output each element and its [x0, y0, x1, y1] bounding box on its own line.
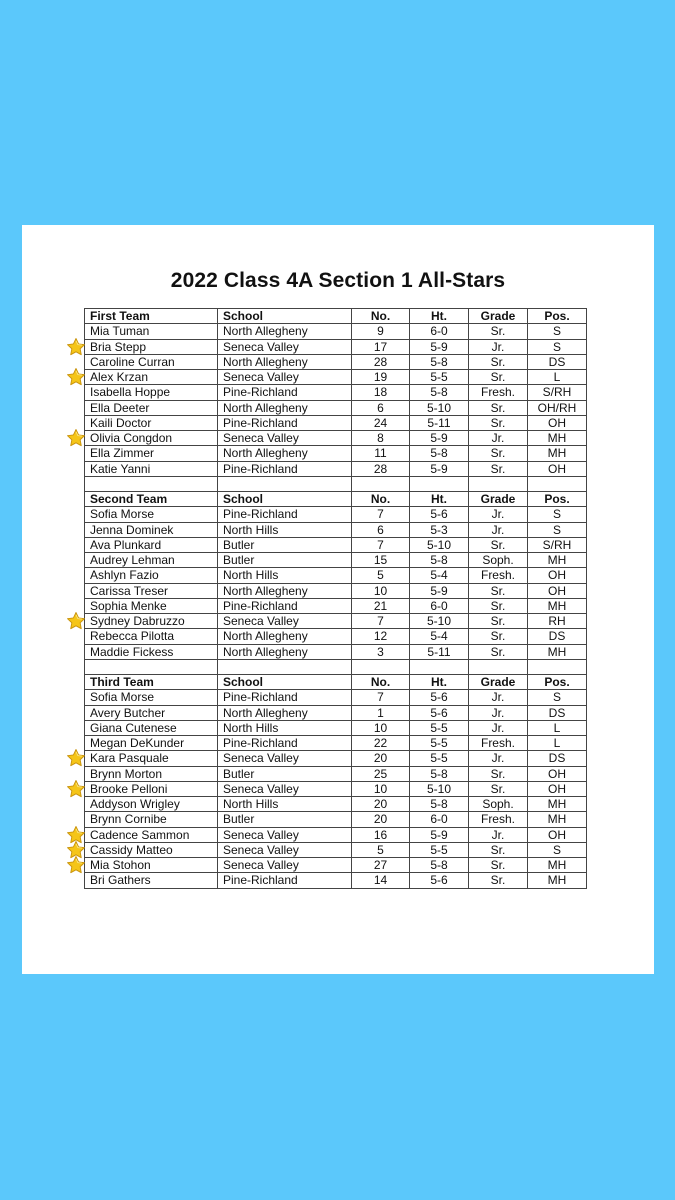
player-school: North Allegheny: [218, 629, 352, 644]
spacer-row: [85, 659, 587, 674]
player-pos: DS: [528, 629, 587, 644]
player-grade: Sr.: [469, 354, 528, 369]
player-ht: 5-5: [410, 720, 469, 735]
table-row: [85, 522, 587, 537]
player-name: [85, 583, 218, 598]
player-grade: Sr.: [469, 537, 528, 552]
table-row: [85, 324, 587, 339]
player-grade: Sr.: [469, 842, 528, 857]
player-ht: 5-5: [410, 370, 469, 385]
player-ht: 5-6: [410, 507, 469, 522]
table-row: [85, 537, 587, 552]
table-row: [85, 797, 587, 812]
player-name: [85, 690, 218, 705]
player-grade: Soph.: [469, 797, 528, 812]
player-pos: S: [528, 339, 587, 354]
player-name-text: Megan DeKunder: [90, 736, 185, 751]
table-row: [85, 781, 587, 796]
player-name: [85, 568, 218, 583]
player-pos: MH: [528, 644, 587, 659]
player-grade: Sr.: [469, 598, 528, 613]
table-row: [85, 461, 587, 476]
table-row: [85, 720, 587, 735]
player-name-text: Mia Tuman: [90, 324, 150, 339]
player-no: 28: [352, 461, 410, 476]
player-pos: L: [528, 736, 587, 751]
player-name-text: Brynn Cornibe: [90, 812, 167, 827]
player-name: [85, 766, 218, 781]
player-name-text: Olivia Congdon: [90, 431, 173, 446]
player-school: Butler: [218, 553, 352, 568]
player-pos: MH: [528, 598, 587, 613]
table-row: [85, 583, 587, 598]
player-no: 28: [352, 354, 410, 369]
player-no: 15: [352, 553, 410, 568]
player-no: 20: [352, 797, 410, 812]
player-pos: MH: [528, 553, 587, 568]
star-icon: [66, 611, 86, 631]
team-header-row: [85, 309, 587, 324]
player-name-text: Giana Cutenese: [90, 720, 177, 735]
player-ht: 5-9: [410, 583, 469, 598]
player-no: 18: [352, 385, 410, 400]
player-pos: MH: [528, 812, 587, 827]
player-school: Pine-Richland: [218, 385, 352, 400]
player-name: [85, 644, 218, 659]
player-no: 16: [352, 827, 410, 842]
star-icon: [66, 367, 86, 387]
player-school: Pine-Richland: [218, 690, 352, 705]
player-ht: 5-8: [410, 385, 469, 400]
column-header: No.: [352, 675, 410, 690]
player-name: [85, 797, 218, 812]
player-grade: Sr.: [469, 629, 528, 644]
player-name-text: Cassidy Matteo: [90, 842, 173, 857]
player-name-text: Sydney Dabruzzo: [90, 614, 185, 629]
player-school: Butler: [218, 766, 352, 781]
player-no: 8: [352, 431, 410, 446]
column-header: Ht.: [410, 675, 469, 690]
column-header: Pos.: [528, 675, 587, 690]
player-name: [85, 858, 218, 873]
player-no: 6: [352, 522, 410, 537]
player-pos: OH: [528, 827, 587, 842]
player-pos: L: [528, 720, 587, 735]
player-name: [85, 354, 218, 369]
player-grade: Jr.: [469, 720, 528, 735]
player-pos: OH: [528, 766, 587, 781]
player-school: Butler: [218, 537, 352, 552]
player-no: 10: [352, 720, 410, 735]
player-name: [85, 431, 218, 446]
player-school: Pine-Richland: [218, 873, 352, 888]
player-no: 7: [352, 507, 410, 522]
player-school: Seneca Valley: [218, 827, 352, 842]
star-icon: [66, 748, 86, 768]
player-pos: S/RH: [528, 385, 587, 400]
player-pos: OH: [528, 415, 587, 430]
player-school: Pine-Richland: [218, 736, 352, 751]
player-name: [85, 507, 218, 522]
player-ht: 5-6: [410, 690, 469, 705]
player-grade: Sr.: [469, 415, 528, 430]
table-row: [85, 339, 587, 354]
column-header: Ht.: [410, 492, 469, 507]
player-name-text: Sofia Morse: [90, 507, 155, 522]
player-pos: OH: [528, 568, 587, 583]
player-school: North Allegheny: [218, 400, 352, 415]
player-school: Pine-Richland: [218, 507, 352, 522]
player-ht: 5-8: [410, 766, 469, 781]
player-name: [85, 827, 218, 842]
player-name-text: Ava Plunkard: [90, 537, 162, 552]
player-no: 20: [352, 751, 410, 766]
player-no: 14: [352, 873, 410, 888]
column-header: Pos.: [528, 309, 587, 324]
table-row: [85, 766, 587, 781]
player-name: [85, 461, 218, 476]
player-pos: DS: [528, 705, 587, 720]
player-school: Seneca Valley: [218, 751, 352, 766]
player-pos: S: [528, 842, 587, 857]
column-header: No.: [352, 309, 410, 324]
player-name: [85, 705, 218, 720]
player-ht: 5-5: [410, 751, 469, 766]
player-no: 12: [352, 629, 410, 644]
player-pos: S/RH: [528, 537, 587, 552]
star-icon: [66, 779, 86, 799]
player-grade: Sr.: [469, 370, 528, 385]
table-row: [85, 431, 587, 446]
table-row: [85, 553, 587, 568]
player-no: 5: [352, 842, 410, 857]
player-name: [85, 324, 218, 339]
player-grade: Soph.: [469, 553, 528, 568]
player-no: 10: [352, 583, 410, 598]
player-school: Pine-Richland: [218, 598, 352, 613]
player-school: North Hills: [218, 522, 352, 537]
player-school: Seneca Valley: [218, 781, 352, 796]
player-ht: 5-8: [410, 446, 469, 461]
player-school: North Allegheny: [218, 583, 352, 598]
player-no: 17: [352, 339, 410, 354]
player-grade: Jr.: [469, 339, 528, 354]
player-ht: 5-5: [410, 736, 469, 751]
player-grade: Jr.: [469, 507, 528, 522]
column-header: Grade: [469, 309, 528, 324]
player-name-text: Avery Butcher: [90, 705, 166, 720]
player-name: [85, 751, 218, 766]
player-ht: 6-0: [410, 324, 469, 339]
player-school: North Allegheny: [218, 354, 352, 369]
player-name: [85, 873, 218, 888]
player-ht: 5-8: [410, 858, 469, 873]
player-school: Seneca Valley: [218, 431, 352, 446]
player-name: [85, 415, 218, 430]
player-name-text: Caroline Curran: [90, 354, 175, 369]
player-name-text: Kara Pasquale: [90, 751, 169, 766]
team-name: Second Team: [85, 492, 218, 507]
column-header: Grade: [469, 492, 528, 507]
player-grade: Jr.: [469, 431, 528, 446]
page-title: 2022 Class 4A Section 1 All-Stars: [170, 269, 506, 292]
player-no: 6: [352, 400, 410, 415]
player-no: 24: [352, 415, 410, 430]
player-name-text: Brooke Pelloni: [90, 781, 168, 796]
player-grade: Sr.: [469, 461, 528, 476]
player-name-text: Addyson Wrigley: [90, 797, 180, 812]
player-pos: MH: [528, 431, 587, 446]
table-row: [85, 827, 587, 842]
player-name: [85, 614, 218, 629]
player-name-text: Kaili Doctor: [90, 415, 152, 430]
table-row: [85, 568, 587, 583]
player-ht: 5-10: [410, 781, 469, 796]
star-icon: [66, 855, 86, 875]
player-name-text: Ella Zimmer: [90, 446, 155, 461]
player-name: [85, 522, 218, 537]
column-header: School: [218, 492, 352, 507]
team-name: First Team: [85, 309, 218, 324]
player-pos: OH/RH: [528, 400, 587, 415]
player-pos: OH: [528, 583, 587, 598]
table-row: [85, 690, 587, 705]
player-grade: Sr.: [469, 781, 528, 796]
player-no: 11: [352, 446, 410, 461]
player-school: Seneca Valley: [218, 842, 352, 857]
star-icon: [66, 428, 86, 448]
player-grade: Sr.: [469, 873, 528, 888]
player-name: [85, 446, 218, 461]
player-no: 27: [352, 858, 410, 873]
table-row: [85, 858, 587, 873]
table-row: [85, 598, 587, 613]
player-grade: Sr.: [469, 400, 528, 415]
player-ht: 6-0: [410, 598, 469, 613]
player-no: 7: [352, 537, 410, 552]
player-name-text: Audrey Lehman: [90, 553, 175, 568]
player-grade: Jr.: [469, 751, 528, 766]
column-header: School: [218, 675, 352, 690]
player-ht: 5-8: [410, 354, 469, 369]
table-row: [85, 614, 587, 629]
team-header-row: [85, 675, 587, 690]
table-row: [85, 812, 587, 827]
table-row: [85, 629, 587, 644]
player-pos: S: [528, 522, 587, 537]
column-header: Pos.: [528, 492, 587, 507]
player-name-text: Bri Gathers: [90, 873, 151, 888]
player-ht: 5-9: [410, 339, 469, 354]
player-grade: Sr.: [469, 644, 528, 659]
player-name-text: Rebecca Pilotta: [90, 629, 175, 644]
player-name: [85, 812, 218, 827]
player-ht: 5-10: [410, 614, 469, 629]
player-grade: Jr.: [469, 522, 528, 537]
player-school: Seneca Valley: [218, 370, 352, 385]
player-grade: Fresh.: [469, 736, 528, 751]
table-row: [85, 736, 587, 751]
player-name-text: Bria Stepp: [90, 339, 147, 354]
player-ht: 5-4: [410, 629, 469, 644]
player-no: 20: [352, 812, 410, 827]
player-name: [85, 598, 218, 613]
player-ht: 5-4: [410, 568, 469, 583]
player-no: 7: [352, 614, 410, 629]
player-school: Butler: [218, 812, 352, 827]
player-school: Seneca Valley: [218, 614, 352, 629]
player-no: 7: [352, 690, 410, 705]
player-name: [85, 736, 218, 751]
player-name: [85, 553, 218, 568]
player-school: Pine-Richland: [218, 415, 352, 430]
player-ht: 5-5: [410, 842, 469, 857]
player-ht: 5-8: [410, 797, 469, 812]
player-no: 21: [352, 598, 410, 613]
column-header: Ht.: [410, 309, 469, 324]
player-ht: 5-9: [410, 461, 469, 476]
player-name: [85, 537, 218, 552]
player-school: North Hills: [218, 720, 352, 735]
player-name: [85, 781, 218, 796]
player-name-text: Carissa Treser: [90, 583, 169, 598]
table-row: [85, 644, 587, 659]
player-grade: Jr.: [469, 690, 528, 705]
all-stars-table: [84, 308, 587, 889]
player-pos: S: [528, 507, 587, 522]
player-school: North Allegheny: [218, 705, 352, 720]
player-no: 1: [352, 705, 410, 720]
player-ht: 6-0: [410, 812, 469, 827]
player-name: [85, 842, 218, 857]
player-pos: DS: [528, 354, 587, 369]
table-row: [85, 354, 587, 369]
player-grade: Fresh.: [469, 568, 528, 583]
roster-sheet: [22, 225, 654, 974]
player-ht: 5-11: [410, 415, 469, 430]
player-ht: 5-9: [410, 431, 469, 446]
player-ht: 5-9: [410, 827, 469, 842]
column-header: School: [218, 309, 352, 324]
player-name-text: Sofia Morse: [90, 690, 155, 705]
player-grade: Sr.: [469, 446, 528, 461]
player-grade: Sr.: [469, 583, 528, 598]
player-name-text: Alex Krzan: [90, 370, 149, 385]
player-name-text: Ella Deeter: [90, 400, 150, 415]
player-name: [85, 370, 218, 385]
table-row: [85, 385, 587, 400]
player-name-text: Cadence Sammon: [90, 827, 190, 842]
table-row: [85, 705, 587, 720]
player-school: North Hills: [218, 568, 352, 583]
player-grade: Sr.: [469, 858, 528, 873]
player-pos: OH: [528, 781, 587, 796]
player-grade: Sr.: [469, 766, 528, 781]
player-ht: 5-11: [410, 644, 469, 659]
player-no: 3: [352, 644, 410, 659]
player-pos: OH: [528, 461, 587, 476]
player-no: 9: [352, 324, 410, 339]
player-ht: 5-8: [410, 553, 469, 568]
player-pos: RH: [528, 614, 587, 629]
player-name: [85, 720, 218, 735]
player-grade: Jr.: [469, 827, 528, 842]
player-name: [85, 400, 218, 415]
player-name-text: Isabella Hoppe: [90, 385, 171, 400]
player-grade: Jr.: [469, 705, 528, 720]
column-header: No.: [352, 492, 410, 507]
player-name: [85, 339, 218, 354]
table-row: [85, 507, 587, 522]
player-ht: 5-6: [410, 705, 469, 720]
player-pos: MH: [528, 873, 587, 888]
player-no: 22: [352, 736, 410, 751]
player-school: North Hills: [218, 797, 352, 812]
player-pos: MH: [528, 858, 587, 873]
player-grade: Fresh.: [469, 812, 528, 827]
player-pos: S: [528, 324, 587, 339]
player-pos: MH: [528, 797, 587, 812]
player-grade: Sr.: [469, 324, 528, 339]
star-icon: [66, 337, 86, 357]
player-no: 10: [352, 781, 410, 796]
player-grade: Sr.: [469, 614, 528, 629]
player-school: Seneca Valley: [218, 858, 352, 873]
player-name-text: Ashlyn Fazio: [90, 568, 159, 583]
table-row: [85, 751, 587, 766]
table-row: [85, 370, 587, 385]
player-ht: 5-10: [410, 400, 469, 415]
player-name-text: Sophia Menke: [90, 598, 167, 613]
player-ht: 5-6: [410, 873, 469, 888]
player-no: 19: [352, 370, 410, 385]
player-name-text: Jenna Dominek: [90, 522, 174, 537]
player-ht: 5-3: [410, 522, 469, 537]
table-row: [85, 873, 587, 888]
player-no: 5: [352, 568, 410, 583]
player-ht: 5-10: [410, 537, 469, 552]
player-school: Seneca Valley: [218, 339, 352, 354]
player-name: [85, 629, 218, 644]
player-no: 25: [352, 766, 410, 781]
team-name: Third Team: [85, 675, 218, 690]
player-pos: MH: [528, 446, 587, 461]
table-row: [85, 400, 587, 415]
team-header-row: [85, 492, 587, 507]
player-pos: L: [528, 370, 587, 385]
player-school: North Allegheny: [218, 644, 352, 659]
player-school: Pine-Richland: [218, 461, 352, 476]
player-name: [85, 385, 218, 400]
player-pos: DS: [528, 751, 587, 766]
player-name-text: Maddie Fickess: [90, 644, 174, 659]
player-name-text: Brynn Morton: [90, 766, 163, 781]
table-row: [85, 842, 587, 857]
player-name-text: Katie Yanni: [90, 461, 151, 476]
column-header: Grade: [469, 675, 528, 690]
table-row: [85, 415, 587, 430]
spacer-row: [85, 476, 587, 491]
player-name-text: Mia Stohon: [90, 858, 151, 873]
player-pos: S: [528, 690, 587, 705]
player-school: North Allegheny: [218, 324, 352, 339]
table-row: [85, 446, 587, 461]
player-school: North Allegheny: [218, 446, 352, 461]
player-grade: Fresh.: [469, 385, 528, 400]
